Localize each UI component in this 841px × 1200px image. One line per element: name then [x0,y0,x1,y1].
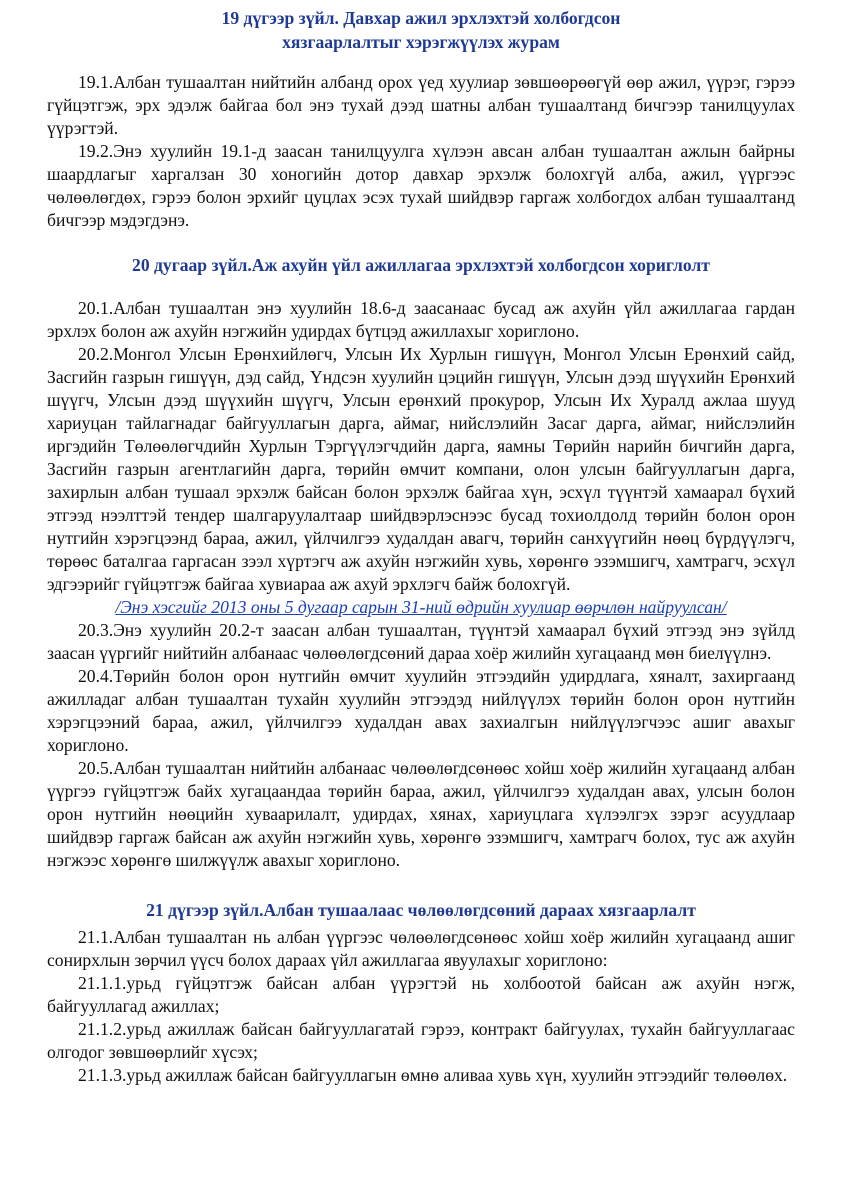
paragraph-21-1-1: 21.1.1.урьд гүйцэтгэж байсан албан үүрэгтэй нь холбоотой байсан аж ахуйн нэгж, байгууллагад ажиллах; [47,973,795,1016]
document-page [47,6,795,1087]
article-20-heading [47,253,795,277]
article-21 [47,898,795,1087]
amendment-note [47,596,795,619]
paragraph-21-1-2: 21.1.2.урьд ажиллаж байсан байгууллагатай гэрээ, контракт байгуулах, тухайн байгууллагаас олгодог зөвшөөрлийг хүсэх; [47,1019,795,1062]
article-19 [47,6,795,232]
article-19-heading-line-2: хязгаарлалтыг хэрэгжүүлэх журам [282,32,560,52]
article-20-heading-line-1: 20 дугаар зүйл.Аж ахуйн үйл ажиллагаа эрхлэхтэй холбогдсон хориглолт [132,255,710,275]
paragraph-20-5: 20.5.Албан тушаалтан нийтийн албанаас чөлөөлөгдсөнөөс хойш хоёр жилийн хугацаанд албан үүргээ гүйцэтгэж байх хугацаандаа төрийн бараа, ажил, үйлчилгээ худалдан авах, улсын болон орон нутгийн нөөцийн хуваарилалт, удирдах, хянах, хариуцлага хүлээлгэх зэрэг асуудлаар шийдвэр гаргаж байсан аж ахуйн нэгжийн хувь, хөрөнгө эзэмшигч, хамтрагч болох, тус аж ахуйн нэгжээс хөрөнгө шилжүүлж авахыг хориглоно. [47,758,795,870]
article-21-heading-line-1: 21 дүгээр зүйл.Албан тушаалаас чөлөөлөгдсөний дараах хязгаарлалт [146,900,696,920]
article-20 [47,253,795,872]
amendment-note-link[interactable]: /Энэ хэсгийг 2013 оны 5 дугаар сарын 31-ний өдрийн хуулиар өөрчлөн найруулсан/ [115,597,727,617]
article-19-heading-line-1: 19 дүгээр зүйл. Давхар ажил эрхлэхтэй холбогдсон [221,8,621,28]
paragraph-20-2: 20.2.Монгол Улсын Ерөнхийлөгч, Улсын Их Хурлын гишүүн, Монгол Улсын Ерөнхий сайд, Засгийн газрын гишүүн, дэд сайд, Үндсэн хуулийн цэцийн гишүүн, Улсын дээд шүүхийн Ерөнхий шүүгч, Улсын дээд шүүхийн шүүгч, Улсын ерөнхий прокурор, Улсын Их Хуралд ажлаа шууд хариуцан тайлагнадаг байгууллагын дарга, аймаг, нийслэлийн Засаг дарга, аймаг, нийслэлийн иргэдийн Төлөөлөгчдийн Хурлын Тэргүүлэгчдийн дарга, яамны Төрийн нарийн бичгийн дарга, Засгийн газрын агентлагийн дарга, төрийн өмчит компани, олон улсын байгууллагын дарга, захирлын албан тушаал эрхэлж байсан болон эрхэлж байгаа хүн, эсхүл түүнтэй хамаарал бүхий этгээд нээлттэй тендер шалгаруулалтаар шийдвэрлэснээс бусад тохиолдолд төрийн болон орон нутгийн хэрэгцээнд бараа, ажил, үйлчилгээ худалдан авагч, төрийн санхүүгийн нөөц бүрдүүлэгч, төрөөс баталгаа гаргасан зээл хүртэгч аж ахуйн нэгжийн хувь, хөрөнгө эзэмшигч, хамтрагч, эсхүл эдгээрийг гүйцэтгэж байгаа хувиараа аж ахуй эрхлэгч байж болохгүй. [47,344,795,594]
paragraph-21-1-3: 21.1.3.урьд ажиллаж байсан байгууллагын өмнө аливаа хувь хүн, хуулийн этгээдийг төлөөлөх. [78,1065,788,1085]
paragraph-19-2: 19.2.Энэ хуулийн 19.1-д заасан танилцуулга хүлээн авсан албан тушаалтан ажлын байрны шаардлагыг харгалзан 30 хоногийн дотор давхар эрхэлж болохгүй алба, ажил, үүргээс чөлөөлөгдөх, гэрээ болон эрхийг цуцлах эсэх тухай шийдвэр гаргаж холбогдох албан тушаалтанд бичгээр мэдэгдэнэ. [47,141,795,230]
paragraph-20-3: 20.3.Энэ хуулийн 20.2-т заасан албан тушаалтан, түүнтэй хамаарал бүхий этгээд энэ зүйлд заасан үүргийг нийтийн албанаас чөлөөлөгдсөний дараа хоёр жилийн хугацаанд мөн биелүүлнэ. [47,620,795,663]
paragraph-21-1: 21.1.Албан тушаалтан нь албан үүргээс чөлөөлөгдсөнөөс хойш хоёр жилийн хугацаанд ашиг сонирхлын зөрчил үүсч болох дараах үйл ажиллагаа явуулахыг хориглоно: [47,927,795,970]
article-21-heading [47,898,795,922]
paragraph-20-1: 20.1.Албан тушаалтан энэ хуулийн 18.6-д заасанаас бусад аж ахуйн үйл ажиллагаа гардан эрхлэх болон аж ахуйн нэгжийн удирдах бүтцэд ажиллахыг хориглоно. [47,298,795,341]
paragraph-19-1: 19.1.Албан тушаалтан нийтийн албанд орох үед хуулиар зөвшөөрөөгүй өөр ажил, үүрэг, гэрээ гүйцэтгэж, эрх эдэлж байгаа бол энэ тухай дээд шатны албан тушаалтанд бичгээр танилцуулах үүрэгтэй. [47,72,795,138]
article-19-heading [47,6,795,54]
paragraph-20-4: 20.4.Төрийн болон орон нутгийн өмчит хуулийн этгээдийн удирдлага, хяналт, захиргаанд ажилладаг албан тушаалтан тухайн хуулийн этгээдэд нийлүүлэх төрийн болон орон нутгийн хэрэгцээний бараа, ажил, үйлчилгээ худалдан авах захиалгын нийлүүлэгчээс ашиг авахыг хориглоно. [47,666,795,755]
